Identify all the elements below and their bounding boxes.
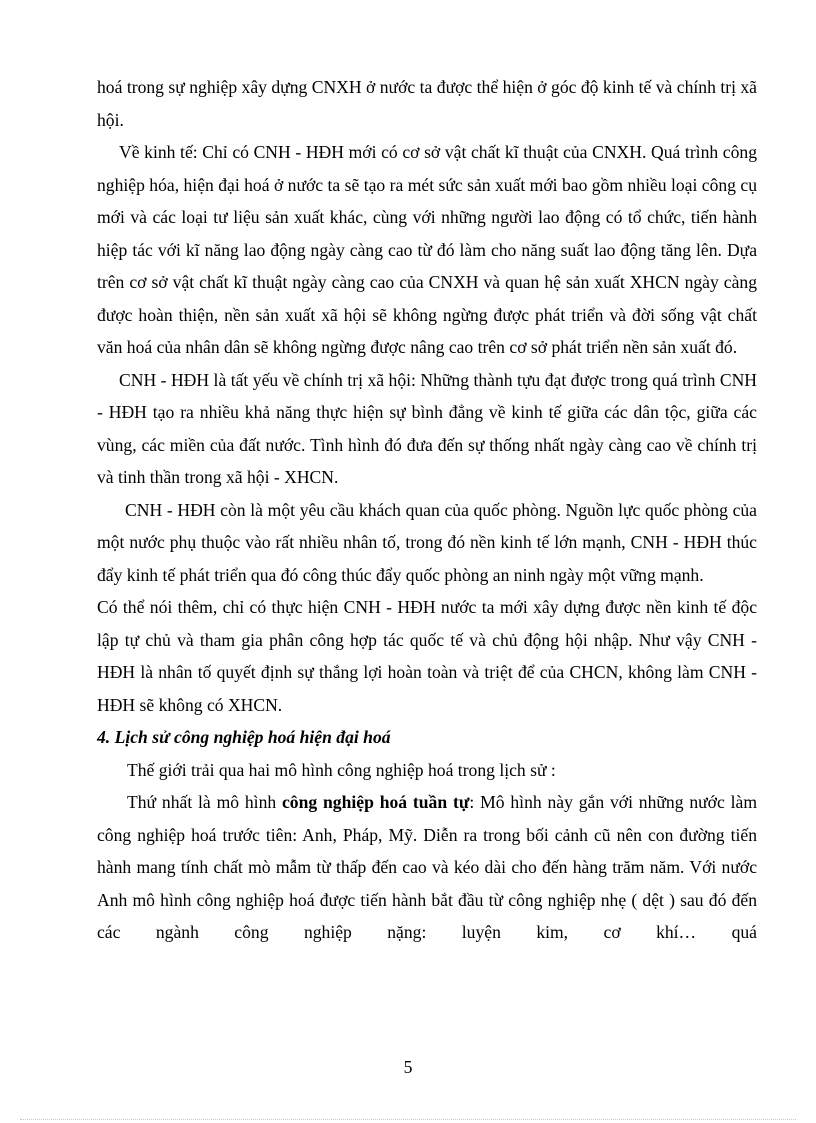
section-heading-history: 4. Lịch sử công nghiệp hoá hiện đại hoá <box>97 727 391 747</box>
paragraph-intro-continuation: hoá trong sự nghiệp xây dựng CNXH ở nước ta được thể hiện ở góc độ kinh tế và chính trị xã hội. <box>97 77 757 130</box>
sequential-model-intro: Thứ nhất là mô hình <box>127 792 282 812</box>
sequential-model-body: : Mô hình này gắn với những nước làm công nghiệp hoá trước tiên: Anh, Pháp, Mỹ. Diễn ra trong bối cảnh cũ nên con đường tiến hành mang tính chất mò mẫm từ thấp đến cao và kéo dài cho đến hàng trăm năm. Với nước Anh mô hình công nghiệp hoá được tiến hành bắt đầu từ công nghiệp nhẹ ( dệt ) sau đó đến các ngành công nghiệp nặng: luyện kim, cơ khí… quá <box>97 792 758 942</box>
sequential-model-term: công nghiệp hoá tuần tự <box>282 792 470 812</box>
paragraph-political-social: CNH - HĐH là tất yếu về chính trị xã hội: Những thành tựu đạt được trong quá trình CNH - HĐH tạo ra nhiều khả năng thực hiện sự bình đẳng về kinh tế giữa các dân tộc, giữa các vùng, các miền của đất nước. Tình hình đó đưa đến sự thống nhất ngày càng cao về chính trị và tinh thần trong xã hội - XHCN. <box>97 369 757 487</box>
paragraph-sequential-model <box>97 786 757 949</box>
document-page <box>97 71 757 949</box>
paragraph-conclusion: Có thể nói thêm, chỉ có thực hiện CNH - HĐH nước ta mới xây dựng được nền kinh tế độc lập tự chủ và tham gia phân công hợp tác quốc tế và chủ động hội nhập. Như vậy CNH - HĐH là nhân tố quyết định sự thắng lợi hoàn toàn và triệt để của CHCN, không làm CNH - HĐH sẽ không có XHCN. <box>97 597 757 715</box>
paragraph-economic: Về kinh tế: Chỉ có CNH - HĐH mới có cơ sở vật chất kĩ thuật của CNXH. Quá trình công nghiệp hóa, hiện đại hoá ở nước ta sẽ tạo ra mét sức sản xuất mới bao gồm nhiều loại công cụ mới và các loại tư liệu sản xuất khác, cùng với những người lao động có tổ chức, tiến hành hiệp tác với kĩ năng lao động ngày càng cao từ đó làm cho năng suất lao động tăng lên. Dựa trên cơ sở vật chất kĩ thuật ngày càng cao của CNXH và quan hệ sản xuất XHCN ngày càng được hoàn thiện, nền sản xuất xã hội sẽ không ngừng được phát triển và đời sống vật chất văn hoá của nhân dân sẽ không ngừng được nâng cao trên cơ sở phát triển nền sản xuất đó. <box>97 142 757 357</box>
paragraph-defense: CNH - HĐH còn là một yêu cầu khách quan của quốc phòng. Nguồn lực quốc phòng của một nước phụ thuộc vào rất nhiều nhân tố, trong đó nền kinh tế lớn mạnh, CNH - HĐH thúc đẩy kinh tế phát triển qua đó công thúc đẩy quốc phòng an ninh ngày một vững mạnh. <box>97 499 757 585</box>
page-number: 5 <box>403 1057 413 1077</box>
page-bottom-divider <box>20 1119 796 1120</box>
paragraph-two-models: Thế giới trải qua hai mô hình công nghiệp hoá trong lịch sử : <box>127 759 556 780</box>
